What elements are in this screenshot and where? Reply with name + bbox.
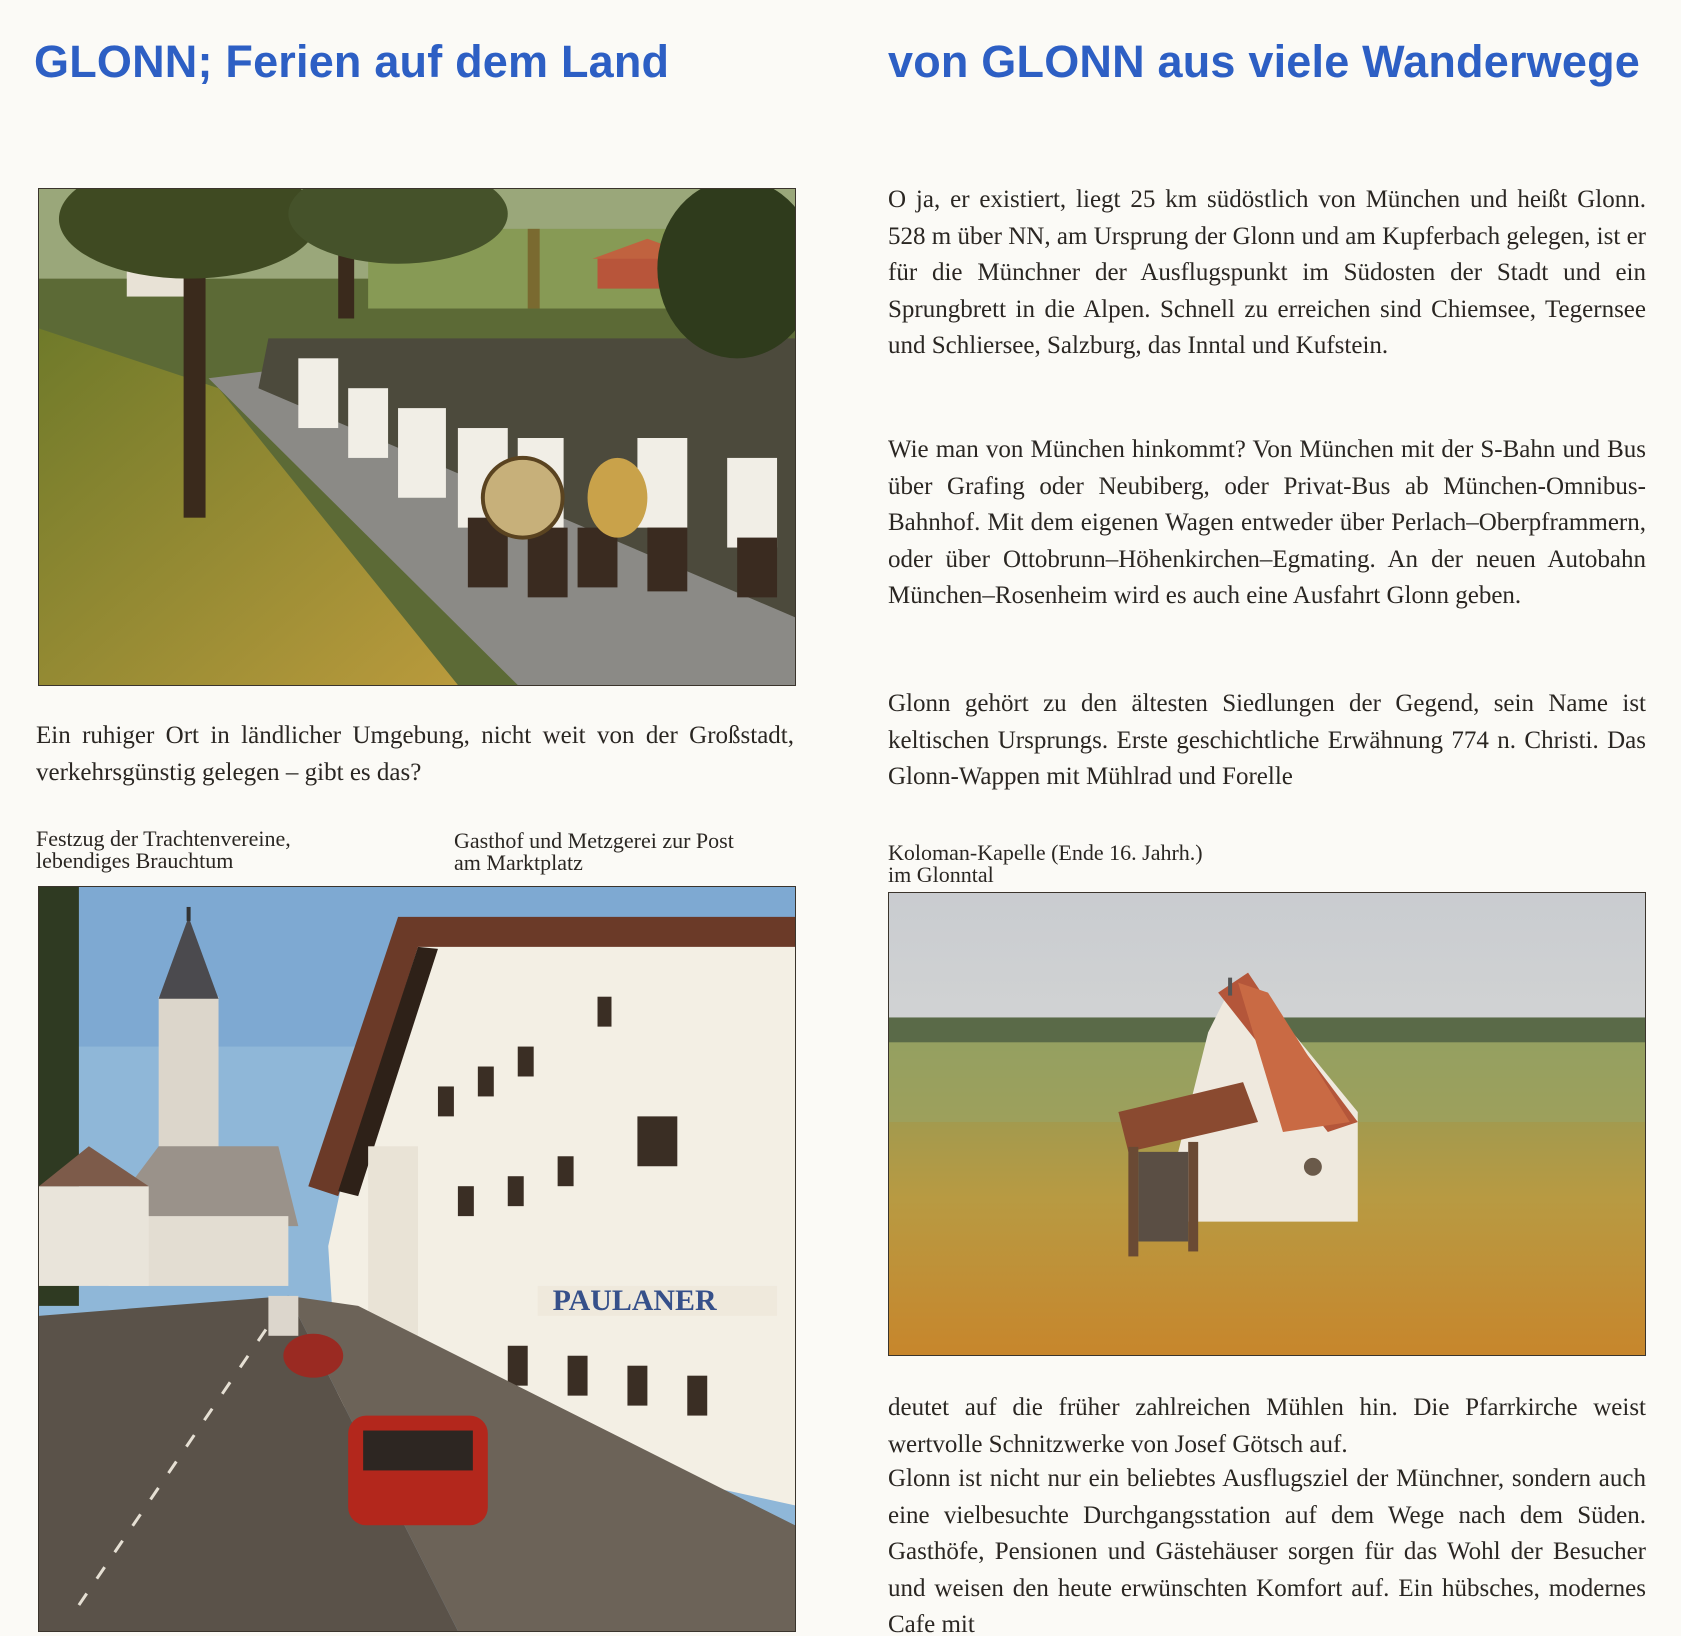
gasthof-illustration [39,887,795,1631]
paragraph-2: Wie man von München hinkommt? Von München mit der S-Bahn und Bus über Grafing oder Neubiberg, oder Privat-Bus ab München-Omnibus-Bahnhof. Mit dem eigenen Wagen entweder über Perlach–Oberpframmern, oder über Ottobrunn–Höhenkirchen–Egmating. An der neuen Autobahn München–Rosenheim wird es auch eine Ausfahrt Glonn geben. [888,436,1646,609]
left-heading: GLONN; Ferien auf dem Land [34,36,670,87]
procession-illustration [39,189,795,685]
caption-kapelle: Koloman-Kapelle (Ende 16. Jahrh.) im Glonntal [888,840,1203,887]
kapelle-photo [888,892,1646,1356]
paragraph-3: Glonn gehört zu den ältesten Siedlungen der Gegend, sein Name ist keltischen Ursprungs. Erste geschichtliche Erwähnung 774 n. Christi. Das Glonn-Wappen mit Mühlrad und Forelle [888,690,1646,790]
gasthof-photo [38,886,796,1632]
paragraph-1: O ja, er existiert, liegt 25 km südöstlich von München und heißt Glonn. 528 m über NN, am Ursprung der Glonn und am Kupferbach gelegen, ist er für die Münchner der Ausflugspunkt im Südosten der Stadt und ein Sprungbrett in die Alpen. Schnell zu erreichen sind Chiemsee, Tegernsee und Schliersee, Salzburg, das Inntal und Kufstein. [888,186,1646,359]
paragraph-4: deutet auf die früher zahlreichen Mühlen hin. Die Pfarrkirche weist wertvolle Schnitzwerke von Josef Götsch auf. [888,1394,1646,1458]
paragraph-5: Glonn ist nicht nur ein beliebtes Ausflugsziel der Münchner, sondern auch eine vielbesuchte Durchgangsstation auf dem Wege nach dem Süden. Gasthöfe, Pensionen und Gästehäuser sorgen für das Wohl der Besucher und weisen den heute erwünschten Komfort auf. Ein hübsches, modernes Cafe mit [888,1465,1646,1636]
kapelle-illustration [889,893,1645,1355]
paulaner-sign: PAULANER [552,1283,717,1317]
caption-festzug: Festzug der Trachtenvereine, lebendiges Brauchtum [36,826,291,873]
right-heading: von GLONN aus viele Wanderwege [888,36,1641,87]
intro-paragraph: Ein ruhiger Ort in ländlicher Umgebung, nicht weit von der Großstadt, verkehrsgünstig gelegen – gibt es das? [36,722,794,786]
caption-gasthof: Gasthof und Metzgerei zur Post am Marktplatz [454,828,734,875]
procession-photo [38,188,796,686]
